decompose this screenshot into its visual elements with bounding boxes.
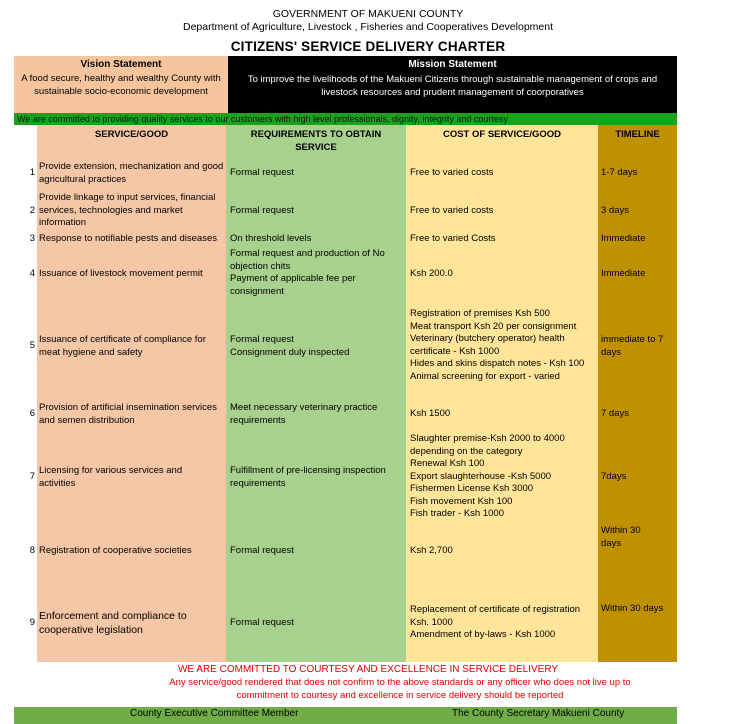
timeline-cell: Within 30 days	[601, 603, 664, 614]
mission-text: To improve the livelihoods of the Makueni Citizens through sustainable management of crops and livestock resources and prudent management of coorporatives	[247, 74, 658, 98]
cost-cell: Free to varied costs	[410, 167, 494, 178]
department-heading: Department of Agriculture, Livestock , Fisheries and Cooperatives Development	[182, 21, 553, 33]
cost-cell: Free to varied Costs	[410, 233, 496, 244]
cost-cell: Free to varied costs	[410, 205, 494, 216]
reporting-note: Any service/good rendered that does not confirm to the above standards or any officer who does not live up to commitment to courtesy and excellence in service delivery should be reported	[169, 677, 631, 701]
timeline-cell: Within 30 days	[601, 525, 641, 549]
row-number: 5	[29, 340, 35, 351]
timeline-cell: Immediate	[601, 233, 646, 244]
requirement-cell: Formal request	[230, 617, 294, 628]
vision-title: Vision Statement	[80, 59, 162, 70]
vision-text: A food secure, healthy and wealthy County with sustainable socio-economic development	[21, 73, 221, 97]
cost-cell: Slaughter premise-Ksh 2000 to 4000 depending on the category Renewal Ksh 100 Export slaughterhouse -Ksh 5000 Fishermen License Ksh 3000 Fish movement Ksh 100 Fish trader - Ksh 1000	[410, 433, 565, 519]
page-title: CITIZENS' SERVICE DELIVERY CHARTER	[230, 39, 506, 54]
row-number: 9	[29, 617, 35, 628]
row-number: 4	[29, 268, 35, 279]
government-heading: GOVERNMENT OF MAKUENI COUNTY	[272, 8, 464, 20]
signatory-county-secretary: The County Secretary Makueni County	[452, 708, 625, 719]
requirement-cell: Formal request and production of No objection chits Payment of applicable fee per consignment	[230, 248, 385, 297]
row-number: 6	[29, 408, 35, 419]
service-cell: Response to notifiable pests and diseases	[39, 233, 217, 244]
cost-cell: Ksh 200.0	[410, 268, 453, 279]
service-cell: Issuance of livestock movement permit	[39, 268, 203, 279]
mission-box	[228, 56, 677, 114]
row-number: 1	[29, 167, 35, 178]
service-cell: Provide linkage to input services, financial services, technologies and market information	[39, 192, 216, 228]
row-number: 3	[29, 233, 35, 244]
timeline-cell: 1-7 days	[601, 167, 638, 178]
row-number: 7	[29, 471, 35, 482]
service-cell: Enforcement and compliance to cooperative legislation	[39, 610, 187, 636]
timeline-cell: Immediate	[601, 268, 646, 279]
service-header: SERVICE/GOOD	[94, 129, 169, 140]
timeline-header: TIMELINE	[615, 129, 660, 140]
timeline-cell: immediate to 7 days	[601, 334, 664, 358]
timeline-cell: 7 days	[601, 408, 629, 419]
requirement-cell: Fulfillment of pre-licensing inspection requirements	[230, 465, 386, 489]
row-number: 2	[29, 205, 35, 216]
row-number: 8	[29, 545, 35, 556]
service-cell: Licensing for various services and activities	[39, 465, 183, 489]
cost-cell: Ksh 2,700	[410, 545, 453, 556]
requirement-cell: Formal request	[230, 205, 294, 216]
cost-header: COST OF SERVICE/GOOD	[442, 129, 562, 140]
service-cell: Registration of cooperative societies	[39, 545, 192, 556]
cost-cell: Replacement of certificate of registration Ksh. 1000 Amendment of by-laws - Ksh 1000	[410, 604, 581, 640]
signatory-cec-member: County Executive Committee Member	[130, 708, 299, 719]
cost-cell: Registration of premises Ksh 500 Meat transport Ksh 20 per consignment Veterinary (butchery operator) health certificate - Ksh 1000 Hides and skins dispatch notes - Ksh 100 Animal screening for export - varied	[410, 308, 585, 382]
service-cell: Provide extension, mechanization and good agricultural practices	[39, 161, 224, 185]
commitment-banner: We are committed to providing quality services to our customers with high level professionals, dignity, integrity and courtesy	[14, 113, 677, 125]
timeline-cell: 3 days	[601, 205, 629, 216]
requirements-header: REQUIREMENTS TO OBTAIN SERVICE	[250, 129, 382, 153]
requirement-cell: Formal request	[230, 167, 294, 178]
timeline-cell: 7days	[601, 471, 627, 482]
requirement-cell: Formal request Consignment duly inspected	[230, 334, 350, 358]
service-cell: Issuance of certificate of compliance for meat hygiene and safety	[39, 334, 206, 358]
requirement-cell: Meet necessary veterinary practice requirements	[230, 402, 378, 426]
mission-title: Mission Statement	[408, 59, 497, 70]
requirement-cell: Formal request	[230, 545, 294, 556]
vision-box	[14, 56, 228, 114]
requirement-cell: On threshold levels	[230, 233, 312, 244]
service-commitment-footer: WE ARE COMMITTED TO COURTESY AND EXCELLENCE IN SERVICE DELIVERY	[177, 664, 559, 675]
service-cell: Provision of artificial insemination services and semen distribution	[39, 402, 217, 426]
cost-cell: Ksh 1500	[410, 408, 451, 419]
